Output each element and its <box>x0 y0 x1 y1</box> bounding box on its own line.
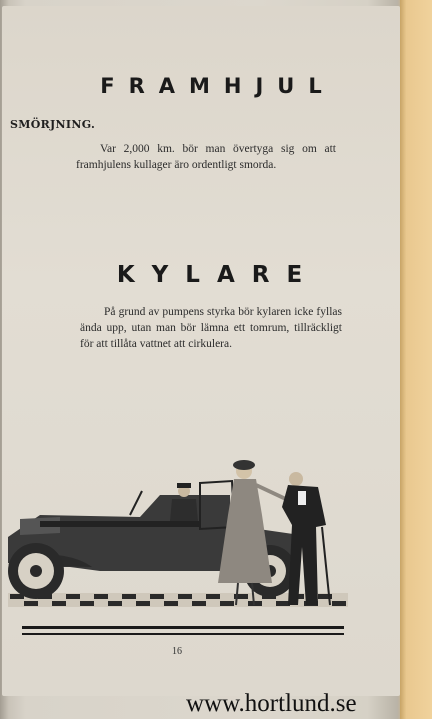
heading-framhjul: FRAMHJUL <box>100 74 336 98</box>
car-illustration <box>0 455 360 615</box>
double-rule-thin <box>22 633 344 635</box>
double-rule-thick <box>22 626 344 629</box>
next-page-edge <box>400 0 432 719</box>
page-number: 16 <box>172 646 182 657</box>
paragraph-kylare: På grund av pumpens styrka bör kylaren icke fyllas ända upp, utan man bör lämna ett tomrum, tillräckligt för att tillåta vattnet att cirkulera. <box>80 306 342 350</box>
paragraph-framhjul: Var 2,000 km. bör man övertyga sig om att framhjulens kullager äro ordentligt smorda. <box>76 143 336 171</box>
watermark-url: www.hortlund.se <box>186 690 357 717</box>
subheading-smorjning: SMÖRJNING. <box>10 118 96 131</box>
heading-kylare: KYLARE <box>116 262 320 288</box>
chauffeur-figure <box>170 483 198 521</box>
